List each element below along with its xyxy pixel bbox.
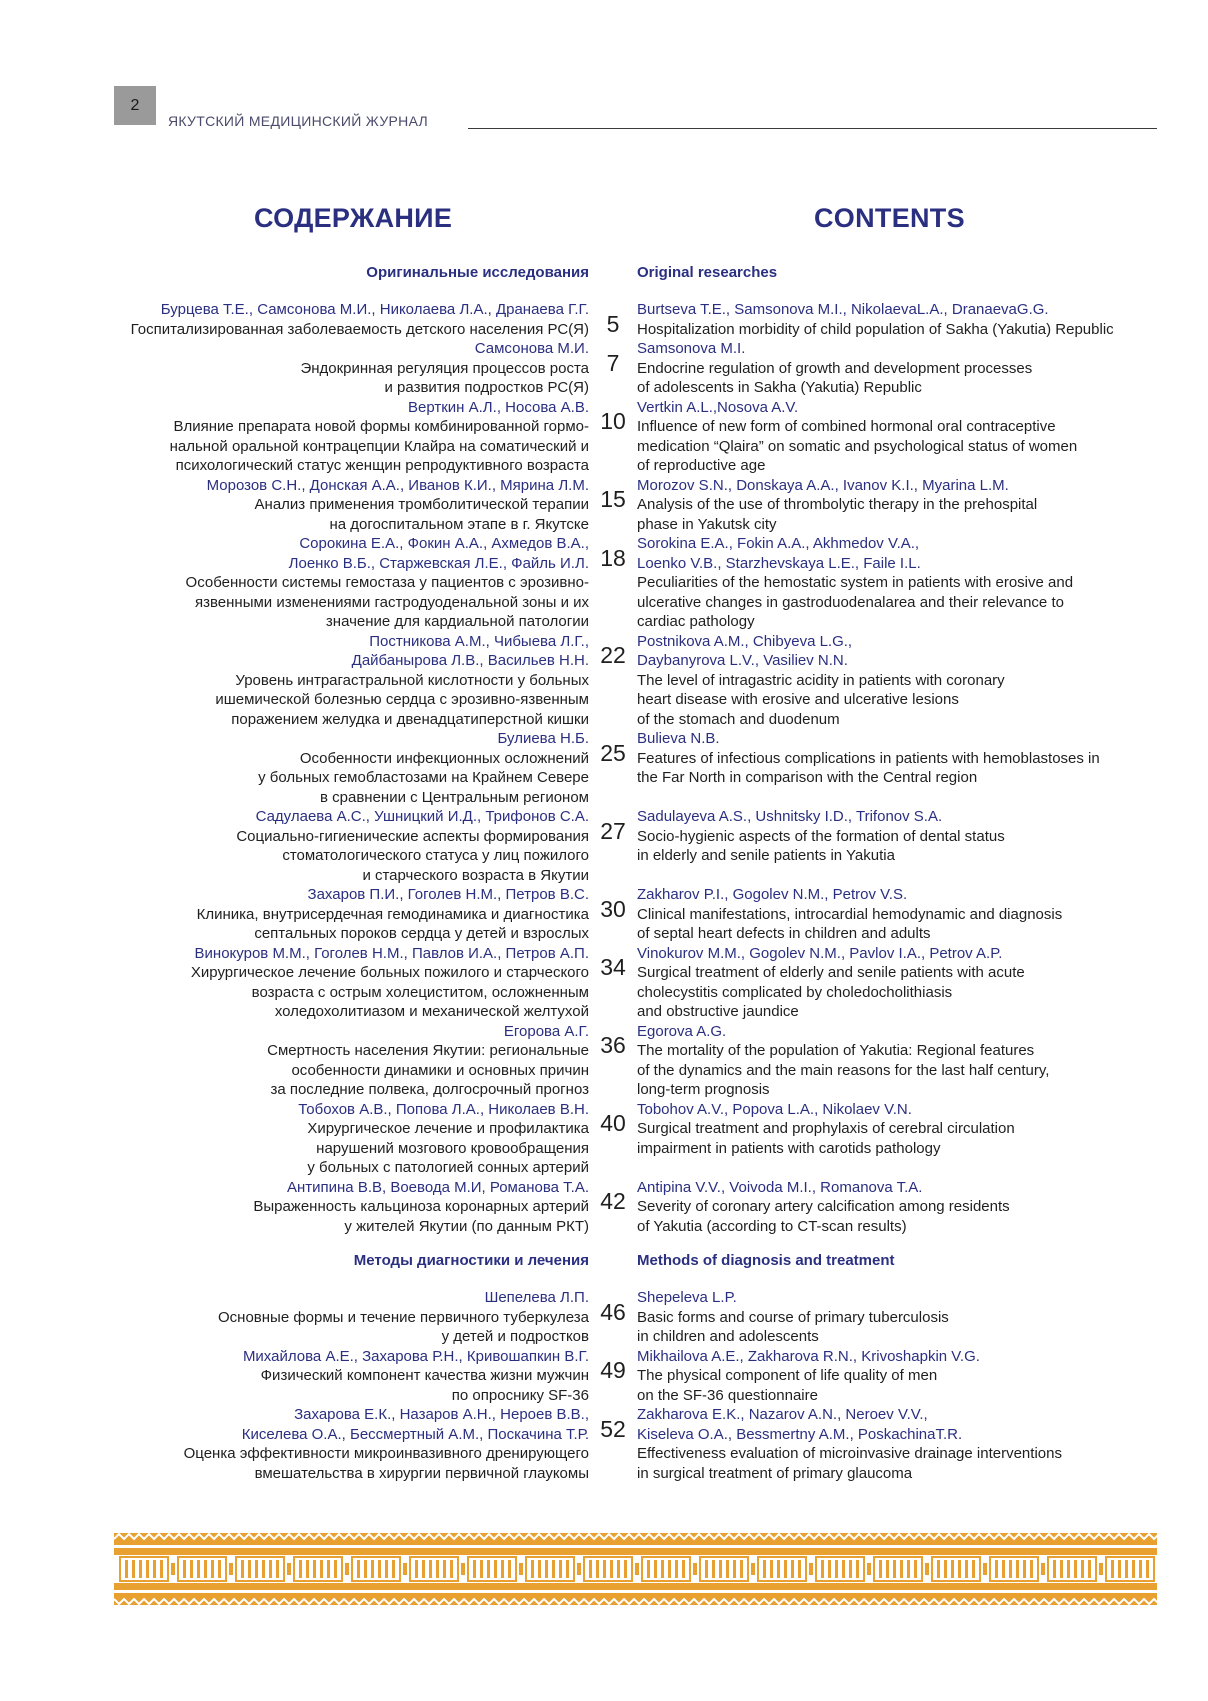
- entry-authors-ru: Лоенко В.Б., Старжевская Л.Е., Файль И.Л.: [288, 554, 589, 572]
- entry-title-en: of septal heart defects in children and adults: [637, 925, 931, 942]
- entry-title-ru: Уровень интрагастральной кислотности у больных: [235, 671, 589, 689]
- entry-title-ru: в сравнении с Центральным регионом: [320, 788, 589, 806]
- entry-authors-en: Antipina V.V., Voivoda M.I., Romanova T.A.: [637, 1178, 923, 1196]
- entry-title-en: Peculiarities of the hemostatic system in patients with erosive and: [637, 574, 1074, 591]
- entry-title-en: Clinical manifestations, introcardial hemodynamic and diagnosis: [637, 905, 1063, 923]
- entry-title-en: cholecystitis complicated by choledocholithiasis: [637, 983, 953, 1001]
- entry-authors-en: Vinokurov M.M., Gogolev N.M., Pavlov I.A., Petrov A.P.: [637, 944, 1003, 962]
- entry-title-ru: нальной оральной контрацепции Клайра на соматический и: [169, 437, 589, 455]
- entry-authors-ru: Винокуров М.М., Гоголев Н.М., Павлов И.А., Петров А.П.: [194, 944, 589, 962]
- entry-authors-ru: Морозов С.Н., Донская А.А., Иванов К.И., Мярина Л.М.: [206, 476, 589, 494]
- entry-page-number: 10: [600, 408, 626, 435]
- entry-authors-en: Zakharov P.I., Gogolev N.M., Petrov V.S.: [637, 886, 908, 903]
- entry-page-number: 42: [600, 1188, 626, 1215]
- entry-title-ru: Социально-гигиенические аспекты формирования: [236, 827, 589, 845]
- page-number: 2: [114, 86, 156, 125]
- entry-title-en: Features of infectious complications in patients with hemoblastoses in: [637, 749, 1100, 767]
- entry-title-en: the Far North in comparison with the Central region: [637, 769, 978, 786]
- contents-title-ru: СОДЕРЖАНИЕ: [254, 203, 453, 233]
- entry-title-ru: стоматологического статуса у лиц пожилого: [282, 847, 589, 864]
- entry-title-ru: по опроснику SF-36: [451, 1386, 589, 1404]
- entry-authors-ru: Киселева О.А., Бессмертный А.М., Поскачина Т.Р.: [241, 1425, 589, 1443]
- entry-page-number: 34: [600, 954, 626, 981]
- entry-title-en: and obstructive jaundice: [637, 1003, 799, 1020]
- journal-title: ЯКУТСКИЙ МЕДИЦИНСКИЙ ЖУРНАЛ: [168, 113, 429, 129]
- entry-title-en: Endocrine regulation of growth and development processes: [637, 359, 1033, 377]
- entry-title-en: Effectiveness evaluation of microinvasive drainage interventions: [637, 1445, 1062, 1462]
- entry-title-ru: вмешательства в хирургии первичной глаукомы: [254, 1464, 589, 1482]
- entry-authors-en: Burtseva T.E., Samsonova M.I., NikolaevaL.A., DranaevaG.G.: [637, 301, 1049, 318]
- entry-authors-en: Tobohov A.V., Popova L.A., Nikolaev V.N.: [637, 1100, 912, 1118]
- entry-authors-en: Bulieva N.B.: [637, 730, 720, 747]
- section-heading-ru: Оригинальные исследования: [366, 264, 589, 281]
- entry-authors-en: Shepeleva L.P.: [637, 1289, 737, 1306]
- entry-title-en: The physical component of life quality of men: [637, 1367, 938, 1384]
- entry-authors-en: Daybanyrova L.V., Vasiliev N.N.: [637, 652, 848, 669]
- entry-title-ru: Физический компонент качества жизни мужчин: [260, 1367, 589, 1384]
- section-heading-en: Methods of diagnosis and treatment: [637, 1252, 895, 1269]
- entry-title-ru: у больных гемобластозами на Крайнем Севере: [258, 769, 589, 786]
- entry-authors-en: Sadulayeva A.S., Ushnitsky I.D., Trifonov S.A.: [637, 808, 943, 825]
- entry-title-en: Hospitalization morbidity of child population of Sakha (Yakutia) Republic: [637, 320, 1114, 338]
- entry-title-en: Basic forms and course of primary tuberculosis: [637, 1308, 949, 1326]
- entry-title-ru: Основные формы и течение первичного туберкулеза: [218, 1308, 589, 1326]
- entry-page-number: 52: [600, 1415, 626, 1442]
- entry-title-ru: возраста с острым холециститом, осложненным: [251, 983, 589, 1001]
- entry-authors-en: Morozov S.N., Donskaya A.A., Ivanov K.I., Myarina L.M.: [637, 476, 1009, 494]
- entry-title-ru: ишемической болезнью сердца с эрозивно-язвенным: [215, 691, 589, 708]
- entry-title-en: Influence of new form of combined hormonal oral contraceptive: [637, 418, 1056, 435]
- section-heading-ru: Методы диагностики и лечения: [353, 1252, 589, 1269]
- entry-title-ru: Хирургическое лечение больных пожилого и старческого: [190, 964, 589, 981]
- entry-authors-ru: Шепелева Л.П.: [484, 1289, 589, 1306]
- entry-title-en: of the dynamics and the main reasons for the last half century,: [637, 1061, 1050, 1079]
- entry-title-ru: Клиника, внутрисердечная гемодинамика и диагностика: [196, 905, 589, 923]
- entry-authors-en: Egorova A.G.: [637, 1022, 727, 1040]
- entry-title-ru: нарушений мозгового кровообращения: [316, 1139, 589, 1157]
- entry-authors-ru: Тобохов А.В., Попова Л.А., Николаев В.Н.: [298, 1100, 589, 1118]
- entry-title-en: phase in Yakutsk city: [637, 515, 777, 533]
- entry-page-number: 27: [600, 817, 626, 844]
- entry-authors-en: Samsonova M.I.: [637, 340, 746, 357]
- entry-title-ru: у жителей Якутии (по данным РКТ): [344, 1217, 589, 1235]
- entry-title-en: cardiac pathology: [637, 613, 755, 630]
- entry-page-number: 18: [600, 544, 626, 571]
- entry-title-en: The mortality of the population of Yakutia: Regional features: [637, 1042, 1035, 1059]
- entry-authors-ru: Антипина В.В, Воевода М.И, Романова Т.А.: [286, 1178, 589, 1196]
- entry-title-en: of Yakutia (according to CT-scan results): [637, 1217, 907, 1235]
- entry-title-ru: у детей и подростков: [441, 1328, 589, 1345]
- entry-page-number: 25: [600, 739, 626, 766]
- entry-page-number: 46: [600, 1298, 626, 1325]
- entry-title-en: Analysis of the use of thrombolytic therapy in the prehospital: [637, 496, 1038, 513]
- entry-authors-ru: Егорова А.Г.: [503, 1022, 589, 1040]
- entry-authors-ru: Захаров П.И., Гоголев Н.М., Петров В.С.: [307, 886, 589, 903]
- entry-authors-en: Vertkin A.L.,Nosova A.V.: [637, 398, 799, 416]
- header-rule: [468, 128, 1157, 129]
- entry-title-en: in children and adolescents: [637, 1328, 819, 1345]
- entry-authors-ru: Булиева Н.Б.: [497, 730, 589, 747]
- entry-title-en: of the stomach and duodenum: [637, 710, 840, 728]
- entry-title-en: of reproductive age: [637, 457, 766, 474]
- entry-title-ru: Выраженность кальциноза коронарных артерий: [253, 1198, 589, 1215]
- yakut-ornament-band: [114, 1533, 1157, 1605]
- entry-title-ru: язвенными изменениями гастродуоденальной зоны и их: [195, 593, 589, 611]
- entry-title-en: heart disease with erosive and ulcerative lesions: [637, 691, 959, 708]
- entry-title-ru: особенности динамики и основных причин: [291, 1061, 589, 1079]
- entry-title-ru: значение для кардиальной патологии: [325, 613, 589, 630]
- entry-authors-en: Loenko V.B., Starzhevskaya L.E., Faile I.L.: [637, 554, 921, 572]
- contents-title-en: CONTENTS: [814, 203, 965, 233]
- entry-page-number: 36: [600, 1032, 626, 1059]
- entry-page-number: 49: [600, 1357, 626, 1384]
- entry-authors-ru: Верткин А.Л., Носова А.В.: [408, 398, 589, 416]
- entry-authors-ru: Захарова Е.К., Назаров А.Н., Нероев В.В.,: [294, 1406, 589, 1423]
- entry-title-ru: Смертность населения Якутии: региональные: [267, 1042, 589, 1059]
- entry-page-number: 40: [600, 1110, 626, 1137]
- entry-title-en: of adolescents in Sakha (Yakutia) Republic: [637, 379, 922, 396]
- entry-title-ru: за последние полвека, долгосрочный прогноз: [270, 1081, 589, 1098]
- entry-authors-en: Zakharova E.K., Nazarov A.N., Neroev V.V.,: [637, 1406, 928, 1423]
- entry-authors-en: Mikhailova A.E., Zakharova R.N., Krivoshapkin V.G.: [637, 1347, 980, 1365]
- entry-title-ru: на догоспитальном этапе в г. Якутске: [329, 515, 589, 533]
- entry-title-ru: Эндокринная регуляция процессов роста: [300, 359, 589, 377]
- entry-authors-ru: Бурцева Т.Е., Самсонова М.И., Николаева Л.А., Дранаева Г.Г.: [160, 301, 589, 318]
- entry-authors-ru: Самсонова М.И.: [474, 340, 589, 357]
- entry-title-en: on the SF-36 questionnaire: [637, 1386, 818, 1404]
- entry-title-en: in surgical treatment of primary glaucoma: [637, 1464, 913, 1482]
- entry-authors-en: Sorokina E.A., Fokin A.A., Akhmedov V.A.,: [637, 535, 920, 552]
- entry-page-number: 30: [600, 895, 626, 922]
- entry-title-ru: и развития подростков РС(Я): [384, 379, 589, 396]
- entry-title-ru: Особенности системы гемостаза у пациентов с эрозивно-: [185, 574, 589, 591]
- entry-title-ru: Оценка эффективности микроинвазивного дренирующего: [183, 1445, 589, 1462]
- entry-title-ru: холедохолитиазом и механической желтухой: [274, 1003, 589, 1020]
- entry-title-en: in elderly and senile patients in Yakutia: [637, 847, 895, 864]
- entry-title-en: Severity of coronary artery calcification among residents: [637, 1198, 1010, 1215]
- entry-title-ru: Госпитализированная заболеваемость детского населения РС(Я): [130, 320, 589, 338]
- entry-title-en: The level of intragastric acidity in patients with coronary: [637, 671, 1005, 689]
- entry-title-ru: септальных пороков сердца у детей и взрослых: [254, 925, 589, 942]
- entry-page-number: 7: [606, 349, 620, 376]
- page-header: [0, 0, 1208, 140]
- entry-title-en: Socio-hygienic aspects of the formation of dental status: [637, 827, 1005, 845]
- entry-page-number: 5: [606, 310, 620, 337]
- entry-title-ru: у больных с патологией сонных артерий: [307, 1159, 589, 1176]
- entry-title-en: long-term prognosis: [637, 1081, 770, 1098]
- entry-title-ru: и старческого возраста в Якутии: [362, 866, 589, 884]
- section-heading-en: Original researches: [637, 264, 778, 281]
- entry-page-number: 15: [600, 486, 626, 513]
- entry-authors-en: Kiseleva O.A., Bessmertny A.M., PoskachinaT.R.: [637, 1425, 963, 1443]
- entry-authors-en: Postnikova A.M., Chibyeva L.G.,: [637, 632, 853, 650]
- entry-title-en: medication “Qlaira” on somatic and psychological status of women: [637, 437, 1078, 455]
- entry-title-ru: Хирургическое лечение и профилактика: [307, 1120, 589, 1137]
- entry-authors-ru: Сорокина Е.А., Фокин А.А., Ахмедов В.А.,: [299, 535, 589, 552]
- entry-title-en: impairment in patients with carotids pathology: [637, 1139, 941, 1157]
- entry-authors-ru: Дайбанырова Л.В., Васильев Н.Н.: [351, 652, 589, 669]
- entry-title-ru: Влияние препарата новой формы комбинированной гормо-: [173, 418, 589, 435]
- entry-title-ru: Особенности инфекционных осложнений: [299, 749, 589, 767]
- entry-page-number: 22: [600, 642, 626, 669]
- entry-title-ru: Анализ применения тромболитической терапии: [254, 496, 589, 513]
- entry-authors-ru: Садулаева А.С., Ушницкий И.Д., Трифонов С.А.: [255, 808, 589, 825]
- entry-title-ru: поражением желудка и двенадцатиперстной кишки: [231, 710, 589, 728]
- entry-title-en: Surgical treatment and prophylaxis of cerebral circulation: [637, 1120, 1015, 1137]
- entry-authors-ru: Постникова А.М., Чибыева Л.Г.,: [369, 632, 589, 650]
- entry-title-ru: психологический статус женщин репродуктивного возраста: [175, 457, 589, 474]
- entry-authors-ru: Михайлова А.Е., Захарова Р.Н., Кривошапкин В.Г.: [242, 1347, 589, 1365]
- entry-title-en: Surgical treatment of elderly and senile patients with acute: [637, 964, 1025, 981]
- entry-title-en: ulcerative changes in gastroduodenalarea and their relevance to: [637, 593, 1064, 611]
